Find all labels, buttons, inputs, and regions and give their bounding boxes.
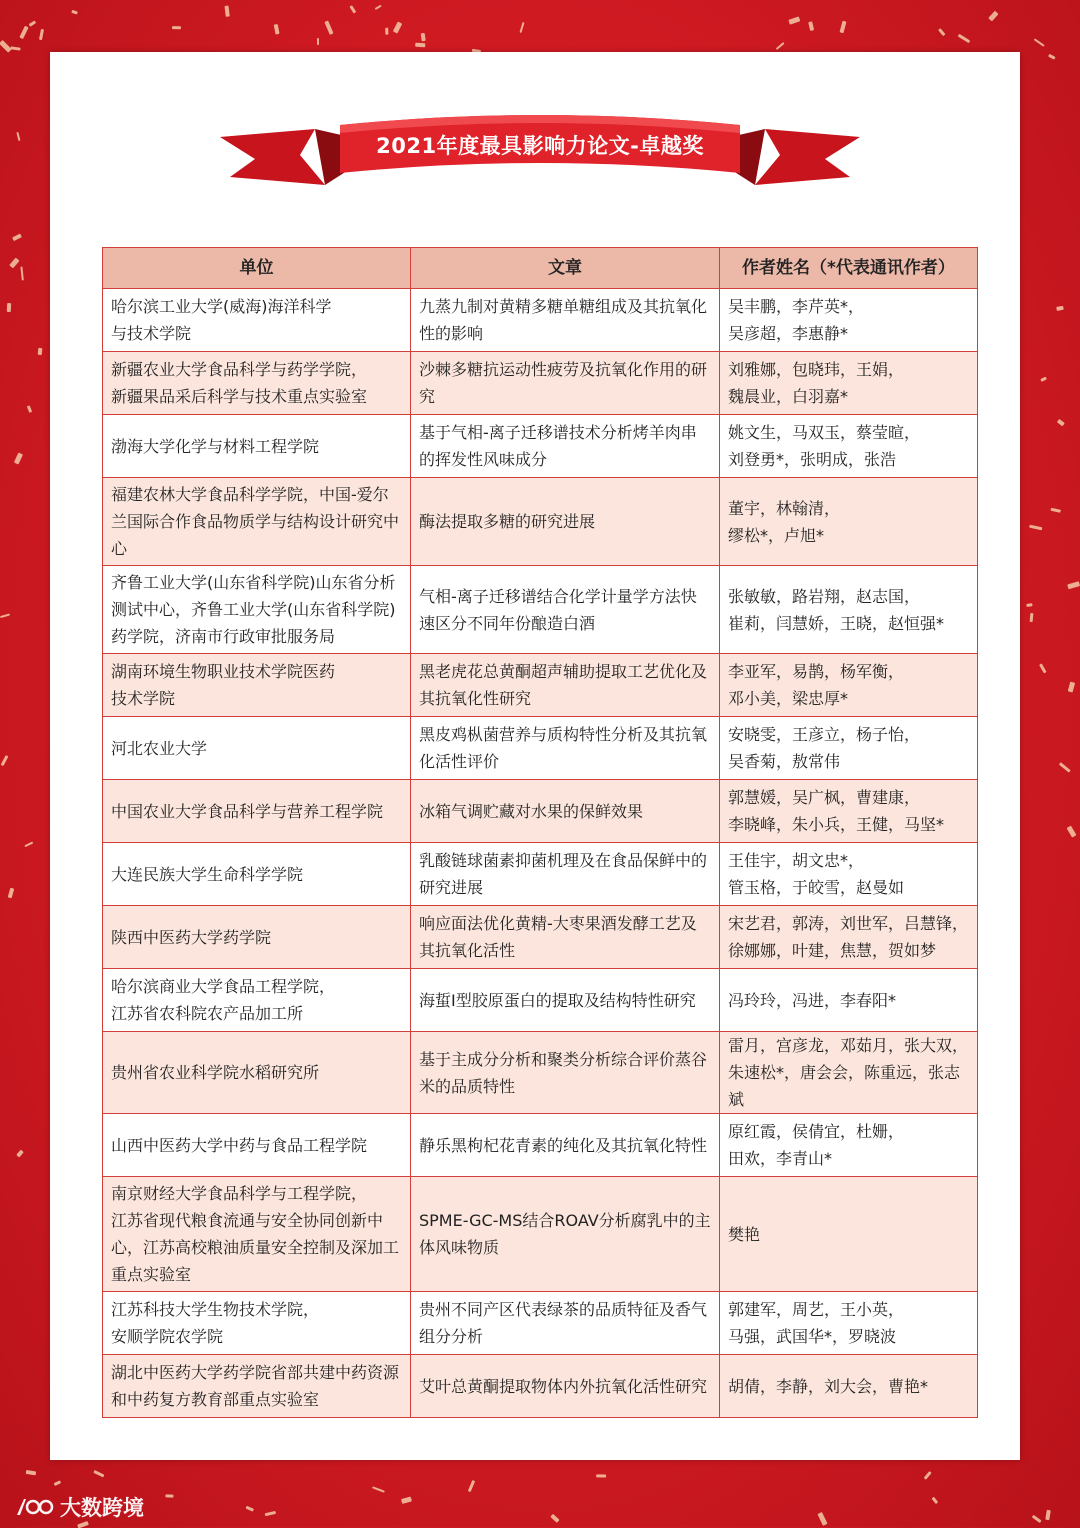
confetti-piece xyxy=(957,33,970,43)
confetti-piece xyxy=(1028,525,1042,531)
confetti-piece xyxy=(16,1149,24,1157)
cell-unit: 山西中医药大学中药与食品工程学院 xyxy=(103,1114,411,1177)
table-row xyxy=(103,1177,978,1292)
confetti-piece xyxy=(414,42,424,47)
confetti-piece xyxy=(21,267,25,281)
confetti-piece xyxy=(39,29,44,40)
cell-authors: 胡倩，李静，刘大会，曹艳* xyxy=(720,1355,978,1418)
cell-unit: 贵州省农业科学院水稻研究所 xyxy=(103,1032,411,1114)
confetti-piece xyxy=(1057,306,1064,311)
confetti-piece xyxy=(1030,613,1033,622)
confetti-piece xyxy=(317,38,319,45)
cell-unit: 渤海大学化学与材料工程学院 xyxy=(103,415,411,478)
confetti-piece xyxy=(10,258,20,268)
cell-article: 响应面法优化黄精-大枣果酒发酵工艺及其抗氧化活性 xyxy=(411,906,720,969)
cell-unit: 河北农业大学 xyxy=(103,717,411,780)
cell-authors: 王佳宇，胡文忠*， 管玉格，于皎雪，赵曼如 xyxy=(720,843,978,906)
cell-authors: 安晓雯，王彦立，杨子怡， 吴香菊，敖常伟 xyxy=(720,717,978,780)
cell-authors: 李亚军，易鹊，杨军衡， 邓小美，梁忠厚* xyxy=(720,654,978,717)
table-header-row xyxy=(103,248,978,289)
table-row xyxy=(103,478,978,566)
confetti-piece xyxy=(1045,1510,1050,1521)
table-row xyxy=(103,566,978,654)
cell-unit: 哈尔滨商业大学食品工程学院， 江苏省农科院农产品加工所 xyxy=(103,969,411,1032)
confetti-piece xyxy=(71,10,78,15)
confetti-piece xyxy=(818,1512,828,1526)
confetti-piece xyxy=(171,26,180,29)
confetti-piece xyxy=(597,1475,607,1478)
confetti-piece xyxy=(54,1481,61,1487)
confetti-piece xyxy=(788,16,800,24)
cell-article: 气相-离子迁移谱结合化学计量学方法快速区分不同年份酿造白酒 xyxy=(411,566,720,654)
confetti-piece xyxy=(14,452,23,464)
table-row xyxy=(103,654,978,717)
header-article: 文章 xyxy=(411,248,720,289)
confetti-piece xyxy=(1026,603,1032,607)
confetti-piece xyxy=(1047,54,1055,60)
table-row xyxy=(103,717,978,780)
confetti-piece xyxy=(468,1479,475,1491)
confetti-piece xyxy=(27,406,32,413)
cell-article: 沙棘多糖抗运动性疲劳及抗氧化作用的研究 xyxy=(411,352,720,415)
cell-article: 冰箱气调贮藏对水果的保鲜效果 xyxy=(411,780,720,843)
table-row xyxy=(103,1114,978,1177)
award-table xyxy=(102,247,978,1418)
confetti-piece xyxy=(1050,508,1061,513)
confetti-piece xyxy=(520,22,525,33)
confetti-piece xyxy=(12,233,22,241)
table-row xyxy=(103,1355,978,1418)
cell-unit: 新疆农业大学食品科学与药学学院， 新疆果品采后科学与技术重点实验室 xyxy=(103,352,411,415)
confetti-piece xyxy=(808,21,814,30)
confetti-piece xyxy=(25,842,34,848)
cell-unit: 中国农业大学食品科学与营养工程学院 xyxy=(103,780,411,843)
page-title: 2021年度最具影响力论文-卓越奖 xyxy=(376,134,704,158)
confetti-piece xyxy=(29,21,36,27)
cell-article: 基于气相-离子迁移谱技术分析烤羊肉串的挥发性风味成分 xyxy=(411,415,720,478)
cell-authors: 樊艳 xyxy=(720,1177,978,1292)
cell-article: 黑老虎花总黄酮超声辅助提取工艺优化及其抗氧化性研究 xyxy=(411,654,720,717)
confetti-piece xyxy=(1058,762,1070,773)
cell-article: 乳酸链球菌素抑菌机理及在食品保鲜中的研究进展 xyxy=(411,843,720,906)
table-row xyxy=(103,969,978,1032)
confetti-piece xyxy=(375,5,382,11)
confetti-piece xyxy=(324,21,333,35)
cell-unit: 湖北中医药大学药学院省部共建中药资源和中药复方教育部重点实验室 xyxy=(103,1355,411,1418)
cell-article: 黑皮鸡枞菌营养与质构特性分析及其抗氧化活性评价 xyxy=(411,717,720,780)
watermark xyxy=(14,1492,144,1522)
cell-authors: 原红霞，侯倩宜，杜姗， 田欢，李青山* xyxy=(720,1114,978,1177)
cell-authors: 董宇，林翰清， 缪松*，卢旭* xyxy=(720,478,978,566)
cell-article: 海蜇Ⅰ型胶原蛋白的提取及结构特性研究 xyxy=(411,969,720,1032)
cell-article: SPME-GC-MS结合ROAV分析腐乳中的主体风味物质 xyxy=(411,1177,720,1292)
confetti-piece xyxy=(385,28,389,35)
confetti-piece xyxy=(16,132,21,141)
confetti-piece xyxy=(1038,664,1046,674)
table-row xyxy=(103,415,978,478)
table-row xyxy=(103,1032,978,1114)
award-card xyxy=(50,52,1020,1460)
confetti-piece xyxy=(11,46,21,51)
confetti-piece xyxy=(1066,581,1079,589)
confetti-piece xyxy=(393,22,403,34)
cell-authors: 刘雅娜，包晓玮，王娟， 魏晨业，白羽嘉* xyxy=(720,352,978,415)
cell-authors: 吴丰鹏，李芹英*， 吴彦超，李惠静* xyxy=(720,289,978,352)
confetti-piece xyxy=(1,755,9,766)
watermark-logo-icon xyxy=(14,1495,54,1519)
confetti-piece xyxy=(1066,825,1076,837)
cell-unit: 福建农林大学食品科学学院，中国-爱尔兰国际合作食品物质学与结构设计研究中心 xyxy=(103,478,411,566)
confetti-piece xyxy=(1068,681,1075,691)
cell-article: 酶法提取多糖的研究进展 xyxy=(411,478,720,566)
cell-article: 艾叶总黄酮提取物体内外抗氧化活性研究 xyxy=(411,1355,720,1418)
cell-authors: 姚文生，马双玉，蔡莹暄， 刘登勇*，张明成，张浩 xyxy=(720,415,978,478)
confetti-piece xyxy=(550,1514,559,1523)
confetti-piece xyxy=(92,1469,104,1477)
confetti-piece xyxy=(225,6,230,17)
cell-unit: 南京财经大学食品科学与工程学院， 江苏省现代粮食流通与安全协同创新中心，江苏高校粮油质量安全控制及深加工重点实验室 xyxy=(103,1177,411,1292)
confetti-piece xyxy=(924,1471,933,1480)
cell-unit: 大连民族大学生命科学学院 xyxy=(103,843,411,906)
cell-article: 基于主成分分析和聚类分析综合评价蒸谷米的品质特性 xyxy=(411,1032,720,1114)
confetti-piece xyxy=(38,348,43,356)
watermark-text: 大数跨境 xyxy=(60,1496,144,1520)
table-row xyxy=(103,352,978,415)
confetti-piece xyxy=(8,888,15,899)
cell-unit: 江苏科技大学生物技术学院， 安顺学院农学院 xyxy=(103,1292,411,1355)
confetti-piece xyxy=(165,1494,173,1497)
table-row xyxy=(103,1292,978,1355)
cell-article: 静乐黑枸杞花青素的纯化及其抗氧化特性 xyxy=(411,1114,720,1177)
table-row xyxy=(103,289,978,352)
table-row xyxy=(103,843,978,906)
confetti-piece xyxy=(1039,376,1046,381)
confetti-piece xyxy=(7,303,11,312)
confetti-piece xyxy=(776,42,785,50)
confetti-piece xyxy=(0,614,10,619)
confetti-piece xyxy=(349,5,356,14)
confetti-piece xyxy=(840,20,847,33)
confetti-piece xyxy=(421,33,426,42)
confetti-piece xyxy=(20,25,30,38)
cell-authors: 张敏敏，路岩翔，赵志国， 崔莉，闫慧娇，王晓，赵恒强* xyxy=(720,566,978,654)
cell-unit: 湖南环境生物职业技术学院医药 技术学院 xyxy=(103,654,411,717)
confetti-piece xyxy=(274,24,279,35)
cell-authors: 雷月，宫彦龙，邓茹月，张大双， 朱速松*，唐会会，陈重远，张志斌 xyxy=(720,1032,978,1114)
cell-authors: 郭慧媛，吴广枫，曹建康， 李晓峰，朱小兵，王健，马坚* xyxy=(720,780,978,843)
table-row xyxy=(103,780,978,843)
cell-unit: 陕西中医药大学药学院 xyxy=(103,906,411,969)
confetti-piece xyxy=(1057,419,1065,426)
cell-authors: 宋艺君，郭涛，刘世军，吕慧锋， 徐娜娜，叶建，焦慧，贺如梦 xyxy=(720,906,978,969)
cell-authors: 郭建军，周艺，王小英， 马强，武国华*，罗晓波 xyxy=(720,1292,978,1355)
cell-unit: 齐鲁工业大学(山东省科学院)山东省分析测试中心，齐鲁工业大学(山东省科学院)药学院，济南市行政审批服务局 xyxy=(103,566,411,654)
confetti-piece xyxy=(26,1470,36,1476)
confetti-piece xyxy=(372,1486,385,1493)
cell-authors: 冯玲玲，冯进，李春阳* xyxy=(720,969,978,1032)
cell-article: 贵州不同产区代表绿茶的品质特征及香气组分分析 xyxy=(411,1292,720,1355)
confetti-piece xyxy=(1031,1514,1041,1522)
confetti-piece xyxy=(245,1506,254,1512)
confetti-piece xyxy=(932,1497,939,1505)
confetti-piece xyxy=(988,11,998,21)
confetti-piece xyxy=(938,28,946,36)
cell-unit: 哈尔滨工业大学(威海)海洋科学 与技术学院 xyxy=(103,289,411,352)
confetti-piece xyxy=(400,1496,411,1503)
cell-article: 九蒸九制对黄精多糖单糖组成及其抗氧化性的影响 xyxy=(411,289,720,352)
table-row xyxy=(103,906,978,969)
confetti-piece xyxy=(1033,38,1044,47)
header-authors: 作者姓名（*代表通讯作者） xyxy=(720,248,978,289)
confetti-piece xyxy=(265,1511,276,1516)
header-unit: 单位 xyxy=(103,248,411,289)
